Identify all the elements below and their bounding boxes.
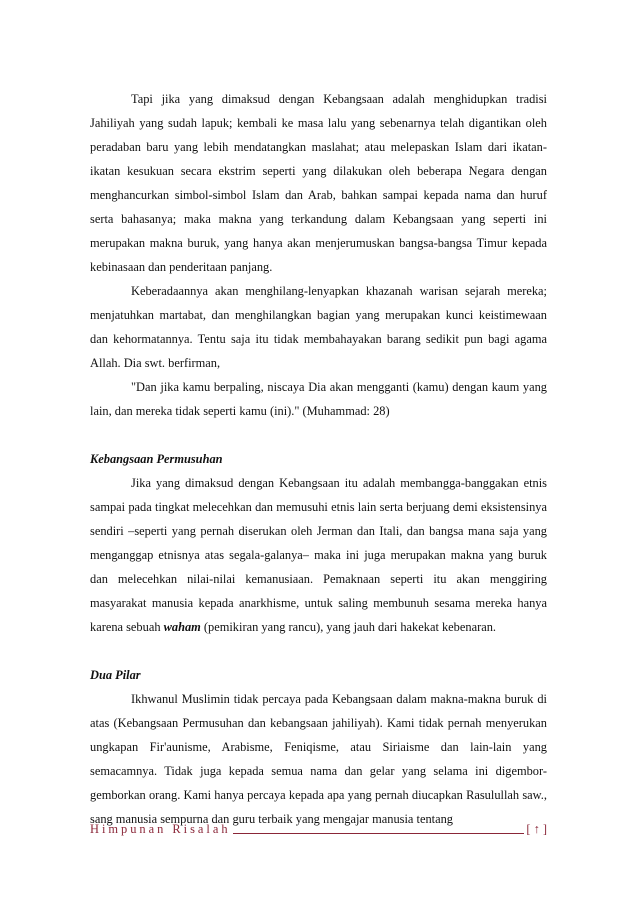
page-footer <box>90 822 547 837</box>
quote-muhammad-28: "Dan jika kamu berpaling, niscaya Dia akan mengganti (kamu) dengan kaum yang lain, dan mereka tidak seperti kamu (ini)." (Muhammad: 28) <box>90 380 547 418</box>
page-body <box>90 87 547 831</box>
paragraph-keberadaannya: Keberadaannya akan menghilang-lenyapkan khazanah warisan sejarah mereka; menjatuhkan martabat, dan menghilangkan bagian yang merupakan kunci keistimewaan dan kehormatannya. Tentu saja itu tidak membahayakan barang sedikit pun bagi agama Allah. Dia swt. berfirman, <box>90 284 547 370</box>
paragraph-dua-pilar: Ikhwanul Muslimin tidak percaya pada Kebangsaan dalam makna-makna buruk di atas (Kebangsaan Permusuhan dan kebangsaan jahiliyah). Kami tidak pernah menyerukan ungkapan Fir'aunisme, Arabisme, Feniqisme, atau Siriaisme dan lain-lain yang semacamnya. Tidak juga kepada semua nama dan gelar yang selama ini digembor-gemborkan orang. Kami hanya percaya kepada apa yang pernah diucapkan Rasulullah saw., sang manusia sempurna dan guru terbaik yang mengajar manusia tentang <box>90 692 547 826</box>
footer-rule <box>233 832 525 834</box>
spacer <box>90 423 547 447</box>
paragraph-tradisi-jahiliyah: Tapi jika yang dimaksud dengan Kebangsaan adalah menghidupkan tradisi Jahiliyah yang sudah lapuk; kembali ke masa lalu yang sebenarnya telah digantikan oleh peradaban baru yang lebih mendatangkan maslahat; atau melepaskan Islam dari ikatan-ikatan kesukuan secara ekstrim seperti yang dilakukan oleh beberapa Negara dengan menghancurkan simbol-simbol Islam dan Arab, bahkan sampai kepada nama dan huruf serta bahasanya; maka makna yang terkandung dalam Kebangsaan yang seperti ini merupakan makna buruk, yang hanya akan menjerumuskan bangsa-bangsa Timur kepada kebinasaan dan penderitaan panjang. <box>90 92 547 274</box>
footer-title: Himpunan Risalah <box>90 822 231 836</box>
paragraph-kebangsaan-permusuhan <box>90 471 547 639</box>
paragraph-text: Jika yang dimaksud dengan Kebangsaan itu adalah membangga-banggakan etnis sampai pada tingkat melecehkan dan memusuhi etnis lain serta berjuang demi eksistensinya sendiri –seperti yang pernah diserukan oleh Jerman dan Itali, dan bangsa mana saja yang menganggap etnisnya atas segala-galanya– maka ini juga merupakan makna yang buruk dan melecehkan nilai-nilai kemanusiaan. Pemaknaan seperti itu akan menggiring masyarakat manusia kepada anarkhisme, untuk saling membunuh sesama mereka hanya karena sebuah <box>90 476 547 634</box>
heading-kebangsaan-permusuhan: Kebangsaan Permusuhan <box>90 452 223 466</box>
page-marker: [ ↑ ] <box>526 822 547 836</box>
emphasized-word-waham: waham <box>163 620 201 634</box>
paragraph-text: (pemikiran yang rancu), yang jauh dari hakekat kebenaran. <box>200 620 496 634</box>
spacer <box>90 639 547 663</box>
heading-dua-pilar: Dua Pilar <box>90 668 141 682</box>
